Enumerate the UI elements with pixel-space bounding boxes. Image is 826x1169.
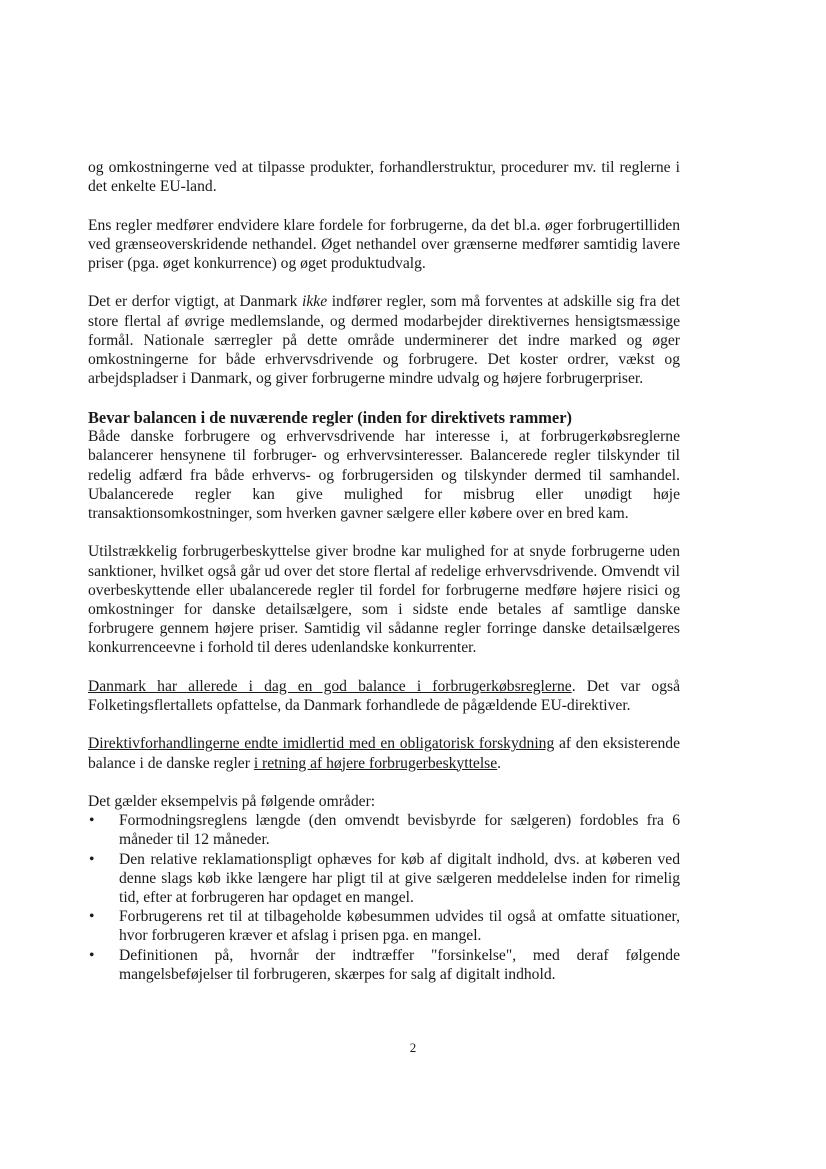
paragraph-7-text-end: . bbox=[497, 754, 502, 772]
paragraph-2-text: Ens regler medfører endvidere klare fordele for forbrugerne, da det bl.a. øger forbrugertilliden ved grænseoverskridende nethandel. Øget nethandel over grænserne medfører samtidig lavere priser (pga. øget konkurrence) og øget produktudvalg. bbox=[88, 216, 680, 272]
list-intro-text: Det gælder eksempelvis på følgende områder: bbox=[88, 792, 376, 810]
list-item-text: Forbrugerens ret til at tilbageholde købesummen udvides til også at omfatte situationer, hvor forbrugeren kræver et afslag i prisen pga. en mangel. bbox=[119, 908, 680, 945]
document-body bbox=[88, 158, 680, 984]
bullet-icon: • bbox=[89, 850, 95, 868]
paragraph-6 bbox=[88, 677, 680, 715]
list-item bbox=[88, 907, 680, 945]
paragraph-4 bbox=[88, 427, 680, 523]
paragraph-7 bbox=[88, 734, 680, 772]
list-item bbox=[88, 850, 680, 908]
paragraph-7-underlined-2: i retning af højere forbrugerbeskyttelse bbox=[253, 754, 498, 772]
bullet-icon: • bbox=[89, 946, 95, 964]
paragraph-1-text: og omkostningerne ved at tilpasse produkter, forhandlerstruktur, procedurer mv. til reglerne i det enkelte EU-land. bbox=[88, 159, 680, 196]
paragraph-3 bbox=[88, 292, 680, 388]
paragraph-6-text: . Det var også Folketingsflertallets opfattelse, da Danmark forhandlede de pågældende EU-direktiver. bbox=[88, 677, 681, 714]
list-item bbox=[88, 946, 680, 984]
paragraph-2 bbox=[88, 216, 680, 274]
paragraph-7-text-middle: af den eksisterende balance i de danske regler bbox=[88, 735, 680, 772]
paragraph-4-text: Både danske forbrugere og erhvervsdrivende har interesse i, at forbrugerkøbsreglerne balancerer hensynene til forbruger- og erhvervsinteresser. Balancerede regler tilskynder til redelig adfærd fra både erhvervs- og forbrugersiden og tilskynder dermed til samhandel. Ubalancerede regler kan give mulighed for misbrug eller unødigt høje transaktionsomkostninger, som hverken gavner sælgere eller købere over en bred kam. bbox=[88, 428, 680, 522]
paragraph-1 bbox=[88, 158, 680, 196]
paragraph-5 bbox=[88, 542, 680, 657]
paragraph-7-underlined-1: Direktivforhandlingerne endte imidlertid med en obligatorisk forskydning bbox=[88, 735, 555, 753]
section-heading: Bevar balancen i de nuværende regler (inden for direktivets rammer) bbox=[88, 407, 572, 427]
bullet-list bbox=[88, 811, 680, 984]
list-item-text: Den relative reklamationspligt ophæves for køb af digitalt indhold, dvs. at køberen ved denne slags køb ikke længere har pligt til at give sælgeren meddelelse inden for rimelig tid, efter at forbrugeren har opdaget en mangel. bbox=[119, 850, 680, 906]
list-item bbox=[88, 811, 680, 849]
list-item-text: Formodningsreglens længde (den omvendt bevisbyrde for sælgeren) fordobles fra 6 måneder til 12 måneder. bbox=[119, 812, 680, 849]
page-number: 2 bbox=[409, 1040, 417, 1055]
paragraph-5-text: Utilstrækkelig forbrugerbeskyttelse giver brodne kar mulighed for at snyde forbrugerne uden sanktioner, hvilket også går ud over det store flertal af redelige erhvervsdrivende. Omvendt vil overbeskyttende eller ubalancerede regler til fordel for forbrugerne medføre højere risici og omkostninger for danske detailsælgere, som i sidste ende betales af samtlige danske forbrugere gennem højere priser. Samtidig vil sådanne regler forringe danske detailsælgeres konkurrenceevne i forhold til deres udenlandske konkurrenter. bbox=[88, 543, 680, 657]
paragraph-3-text-end: indfører regler, som må forventes at adskille sig fra det store flertal af øvrige medlemslande, og dermed modarbejder direktivernes hensigtsmæssige formål. Nationale særregler på dette område underminerer det indre marked og øger omkostningerne for både erhvervsdrivende og forbrugere. Det koster ordrer, vækst og arbejdspladser i Danmark, og giver forbrugerne mindre udvalg og højere forbrugerpriser. bbox=[88, 293, 680, 388]
bullet-icon: • bbox=[89, 812, 95, 830]
paragraph-6-underlined: Danmark har allerede i dag en god balance i forbrugerkøbsreglerne bbox=[88, 677, 572, 695]
paragraph-3-emphasis: ikke bbox=[302, 293, 328, 311]
list-item-text: Definitionen på, hvornår der indtræffer "forsinkelse", med deraf følgende mangelsbeføjelser til forbrugeren, skærpes for salg af digitalt indhold. bbox=[119, 946, 680, 983]
bullet-icon: • bbox=[89, 908, 95, 926]
paragraph-3-text-start: Det er derfor vigtigt, at Danmark bbox=[88, 293, 303, 311]
list-intro bbox=[88, 792, 680, 811]
